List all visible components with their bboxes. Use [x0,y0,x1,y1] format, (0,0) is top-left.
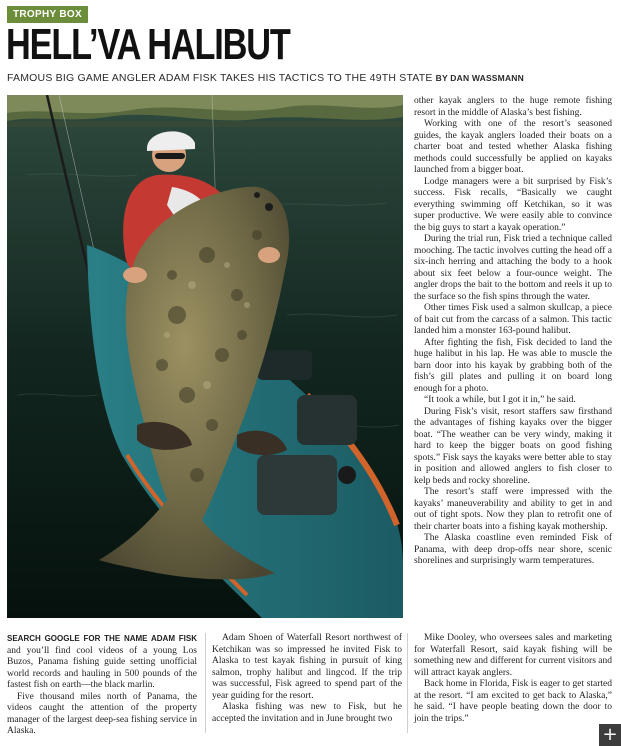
lead-in: SEARCH GOOGLE FOR THE NAME ADAM FISK [7,634,197,643]
bottom-column-1 [7,633,197,738]
lead-rest: and you’ll find cool videos of a young Los Buzos, Panama fishing guide setting unofficial world records and hauling in 500 pounds of the fastest fish on earth—the black marlin. [7,645,197,690]
headline: HELL’VA HALIBUT [6,20,290,69]
paragraph: The resort’s staff were impressed with the kayaks’ maneuverability and ability to get in and out of tight spots. Now they plan to retrofit one of their charter boats into a fishing kayak mothership. [414,487,612,532]
paragraph: Alaska fishing was new to Fisk, but he accepted the invitation and in June brought two [212,702,402,724]
paragraph: Other times Fisk used a salmon skullcap, a piece of bait cut from the carcass of a salmon. This tactic landed him a monster 163-pound halibut. [414,303,612,336]
bottom-column-2 [212,633,402,725]
section-tag: TROPHY BOX [7,6,88,23]
halibut-photo [7,95,403,618]
column-divider [407,633,408,733]
lead-paragraph [7,633,197,692]
paragraph: other kayak anglers to the huge remote fishing resort in the middle of Alaska’s best fishing. [414,96,612,118]
bottom-column-3 [414,633,612,725]
paragraph: After fighting the fish, Fisk decided to land the huge halibut in his lap. He was able to muscle the barn door into his kayak by grabbing both of the fish’s gill plates and pulling it on board long enough for a photo. [414,337,612,394]
zoom-plus-button[interactable]: + [599,724,621,746]
deck [7,72,617,84]
paragraph: “It took a while, but I got it in,” he said. [424,395,576,405]
paragraph: Adam Shoen of Waterfall Resort northwest of Ketchikan was so impressed he invited Fisk to Alaska to test kayak fishing in pursuit of king salmon, trophy halibut and lingcod. If the trip was successful, Fisk agreed to spend part of the year guiding for the resort. [212,633,402,701]
paragraph: Back home in Florida, Fisk is eager to get started at the resort. “I am excited to get back to Alaska,” he said. “I have people beating down the door to join the trips.” [414,679,612,724]
byline: BY DAN WASSMANN [435,73,524,83]
paragraph: Lodge managers were a bit surprised by Fisk’s success. Fisk recalls, “Basically we caught everything swimming off Ketchikan, so it was super productive. We were easily able to convince the big guys to start a kayak operation.” [414,176,612,233]
deck-text: FAMOUS BIG GAME ANGLER ADAM FISK TAKES HIS TACTICS TO THE 49TH STATE [7,72,433,84]
column-divider [205,633,206,733]
paragraph: Five thousand miles north of Panama, the videos caught the attention of the property manager of the largest deep-sea fishing service in Alaska. [7,691,197,736]
right-column [414,96,612,568]
paragraph: The Alaska coastline even reminded Fisk of Panama, with deep drop-offs near shore, scenic shorelines and surprisingly warm temperatures. [414,533,612,566]
paragraph: During the trial run, Fisk tried a technique called mooching. The tactic involves cutting the head off a six-inch herring and attaching the body to a hook about six feet below a four-ounce weight. The angler drops the bait to the bottom and reels it up to the surface so the fish spins through the water. [414,234,612,302]
paragraph: During Fisk’s visit, resort staffers saw firsthand the advantages of fishing kayaks over the bigger boat. “The weather can be very windy, making it hard to keep the bigger boats on good fishing spots.” Fisk says the kayaks were better able to stay in position and allowed anglers to fish closer to kelp beds and rocky shoreline. [414,406,612,486]
paragraph: Mike Dooley, who oversees sales and marketing for Waterfall Resort, said kayak fishing will be something new and different for current visitors and will attract kayak anglers. [414,633,612,678]
paragraph: Working with one of the resort’s seasoned guides, the kayak anglers loaded their boats on a charter boat and tested whether Alaska fishing methods could successfully be applied on kayaks launched from a bigger boat. [414,119,612,175]
